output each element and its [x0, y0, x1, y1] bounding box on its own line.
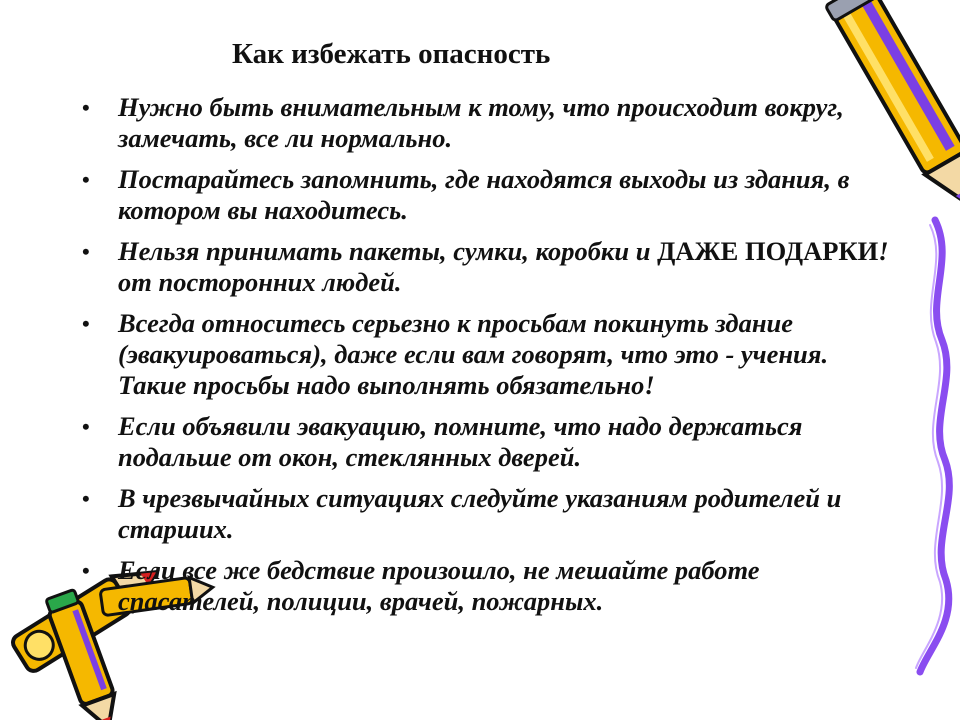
- list-item: [80, 308, 900, 401]
- bullet-text-part: ! от посторонних людей.: [118, 236, 889, 297]
- bullet-text: В чрезвычайных ситуациях следуйте указаниям родителей и старших.: [118, 483, 842, 544]
- bullet-dot: •: [82, 167, 90, 192]
- list-item: [80, 483, 900, 545]
- bullet-dot: •: [82, 239, 90, 264]
- bullet-dot: •: [82, 414, 90, 439]
- bullet-list: [80, 92, 900, 627]
- bullet-text: Если все же бедствие произошло, не мешайте работе спасателей, полиции, врачей, пожарных.: [118, 555, 760, 616]
- bullet-dot: •: [82, 95, 90, 120]
- bullet-text-part: Нельзя принимать пакеты, сумки, коробки и: [118, 236, 658, 266]
- bullet-text: Нужно быть внимательным к тому, что происходит вокруг, замечать, все ли нормально.: [118, 92, 844, 153]
- bullet-dot: •: [82, 311, 90, 336]
- list-item: [80, 164, 900, 226]
- bullet-text: Если объявили эвакуацию, помните, что надо держаться подальше от окон, стеклянных дверей.: [118, 411, 803, 472]
- bullet-dot: •: [82, 558, 90, 583]
- bullet-text: Всегда относитесь серьезно к просьбам покинуть здание (эвакуироваться), даже если вам говорят, что это - учения. Такие просьбы надо выполнять обязательно!: [118, 308, 829, 400]
- bullet-text: Постарайтесь запомнить, где находятся выходы из здания, в котором вы находитесь.: [118, 164, 850, 225]
- bullet-text: [118, 236, 889, 297]
- bullet-dot: •: [82, 486, 90, 511]
- list-item: [80, 555, 900, 617]
- bullet-text-emphasis: ДАЖЕ ПОДАРКИ: [657, 236, 879, 266]
- slide-title: Как избежать опасность: [232, 38, 551, 70]
- list-item: [80, 411, 900, 473]
- list-item: [80, 92, 900, 154]
- list-item: [80, 236, 900, 298]
